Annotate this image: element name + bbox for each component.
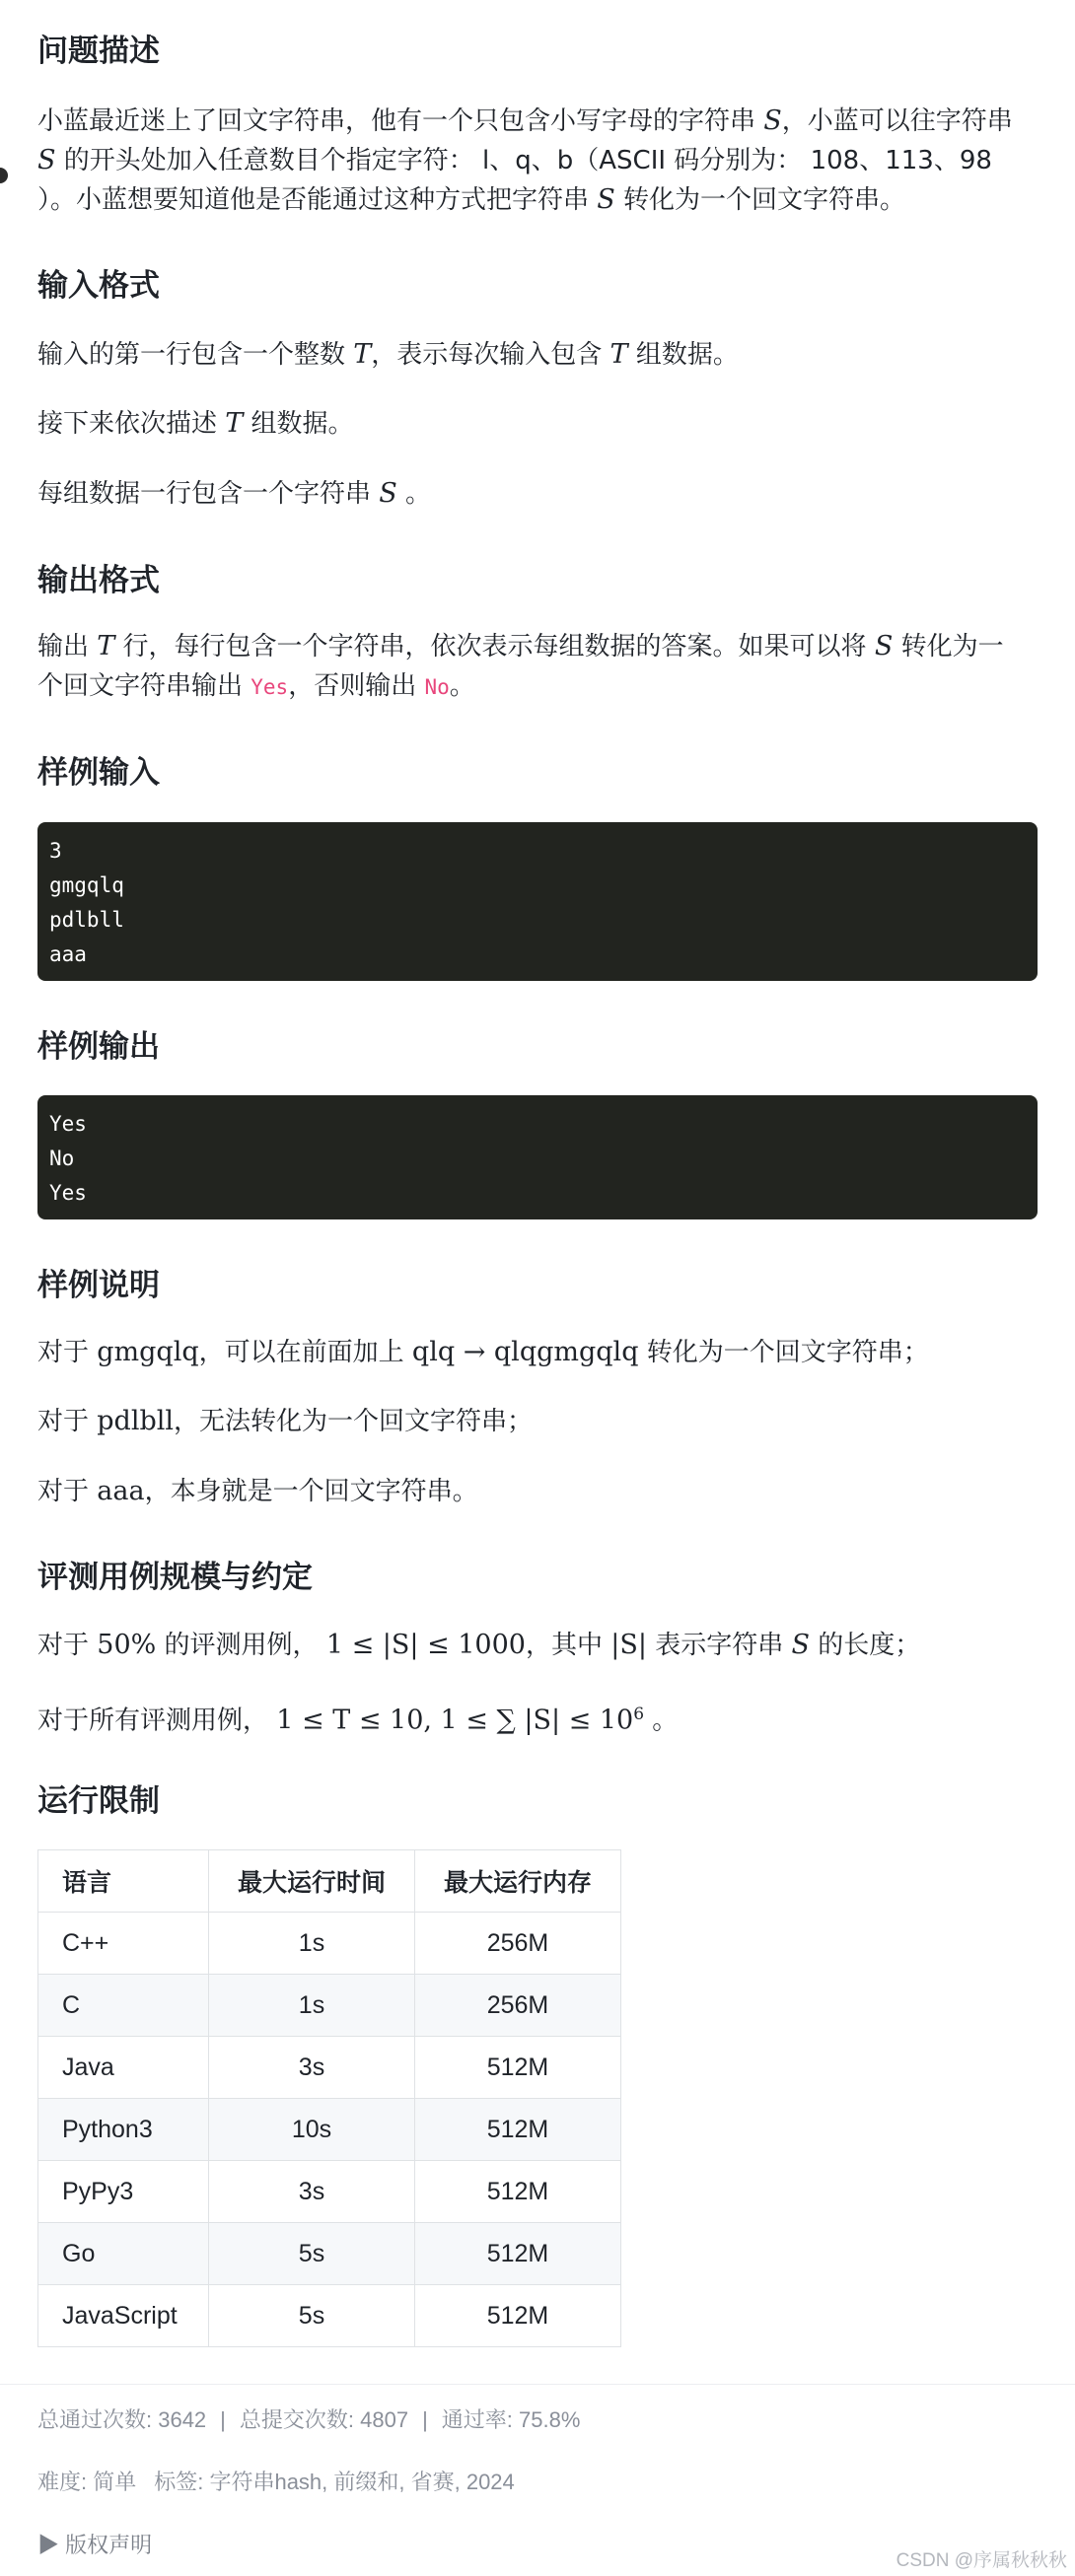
description-line-3 <box>37 180 1038 220</box>
table-row <box>38 1975 621 2037</box>
table-cell: 512M <box>415 2099 621 2161</box>
table-cell: 1s <box>209 1975 415 2037</box>
code-line: No <box>49 1147 75 1170</box>
text: 组数据。 <box>627 340 739 370</box>
text: 表示字符串 <box>646 1631 792 1660</box>
table-cell: 5s <box>209 2223 415 2285</box>
table-cell: Java <box>38 2037 209 2099</box>
table-row <box>38 2285 621 2347</box>
math-var: T <box>225 408 244 439</box>
paragraph <box>37 1402 1038 1441</box>
text: 接下来依次描述 <box>37 409 226 439</box>
output-format-body <box>37 627 1038 707</box>
table-row <box>38 2037 621 2099</box>
text: 对于所有评测用例， <box>37 1706 277 1736</box>
text: ，小蓝可以往字符串 <box>781 106 1013 136</box>
column-header: 语言 <box>38 1850 209 1913</box>
math-var: S <box>874 631 894 661</box>
code-line: Yes <box>49 1181 87 1205</box>
math-var: S <box>379 478 397 509</box>
table-row <box>38 1913 621 1975</box>
description-line-1 <box>37 102 1038 141</box>
paragraph <box>37 335 1038 375</box>
table-cell: JavaScript <box>38 2285 209 2347</box>
text: 输入的第一行包含一个整数 <box>37 340 354 370</box>
section-description <box>37 30 1038 73</box>
text: 对于 <box>37 1407 98 1436</box>
constraints-p2 <box>37 1695 1038 1741</box>
math: 1 ≤ |S| ≤ 1000 <box>325 1630 526 1660</box>
text: ）。小蓝想要知道他是否能通过这种方式把字符串 <box>37 185 598 215</box>
stat-total-submitted: 总提交次数: 4807 <box>239 2407 409 2432</box>
text: 行，每行包含一个字符串，依次表示每组数据的答案。如果可以将 <box>114 632 875 661</box>
text: 对于 <box>37 1338 98 1367</box>
text: 输出 <box>37 632 98 661</box>
text: 每组数据一行包含一个字符串 <box>37 479 380 509</box>
text: 转化为一 <box>893 632 1004 661</box>
math-var: S <box>763 105 782 136</box>
column-header: 最大运行内存 <box>415 1850 621 1913</box>
limits-heading: 运行限制 <box>37 1783 160 1819</box>
sample-output-heading: 样例输出 <box>37 1029 160 1065</box>
section-sample-explain <box>37 1264 1038 1307</box>
section-sample-output <box>37 1025 1038 1069</box>
input-format-p2 <box>37 404 1038 444</box>
description-body <box>37 102 1038 220</box>
table-header-row <box>38 1850 621 1913</box>
math-var: T <box>97 631 115 661</box>
section-constraints <box>37 1556 1038 1599</box>
input-format-p1 <box>37 335 1038 375</box>
math: aaa <box>97 1476 145 1506</box>
table-cell: 3s <box>209 2037 415 2099</box>
table-row <box>38 2223 621 2285</box>
math-superscript: 6 <box>633 1705 645 1724</box>
difficulty-label: 难度: 简单 <box>37 2470 137 2494</box>
text: 。 <box>644 1706 679 1736</box>
constraints-p1 <box>37 1626 1038 1665</box>
stat-separator: | <box>220 2407 226 2432</box>
code-line: pdlbll <box>49 908 124 932</box>
paragraph <box>37 1472 1038 1511</box>
table-cell: 256M <box>415 1913 621 1975</box>
paragraph <box>37 1626 1038 1665</box>
table-row <box>38 2161 621 2223</box>
tags-label: 标签: 字符串hash, 前缀和, 省赛, 2024 <box>154 2470 515 2494</box>
math: gmgqlq <box>97 1337 199 1367</box>
code-line: Yes <box>49 1112 87 1136</box>
math: |S| <box>610 1630 647 1660</box>
paragraph <box>37 1333 1038 1372</box>
text: 的开头处加入任意数目个指定字符： l、q、b（ASCII 码分别为： 108、113、98 <box>55 146 992 175</box>
csdn-watermark: CSDN @序属秋秋秋 <box>896 2550 1067 2571</box>
text: 组数据。 <box>243 409 354 439</box>
sample-explain-p3 <box>37 1472 1038 1511</box>
section-limits <box>37 1779 1038 1823</box>
stat-separator: | <box>422 2407 428 2432</box>
stat-pass-rate: 通过率: 75.8% <box>441 2407 581 2432</box>
text: ，可以在前面加上 <box>198 1338 412 1367</box>
table-cell: C <box>38 1975 209 2037</box>
text: 小蓝最近迷上了回文字符串，他有一个只包含小写字母的字符串 <box>37 106 764 136</box>
column-header: 最大运行时间 <box>209 1850 415 1913</box>
code-line: aaa <box>49 942 87 966</box>
limits-table-wrap <box>37 1849 1038 2347</box>
code-line: gmgqlq <box>49 873 124 897</box>
math: 1 ≤ T ≤ 10, 1 ≤ ∑ |S| ≤ 10 <box>276 1705 634 1736</box>
math-var: T <box>353 339 372 370</box>
text: ，其中 <box>525 1631 611 1660</box>
text: 对于 <box>37 1631 98 1660</box>
section-sample-input <box>37 751 1038 795</box>
math-var: S <box>791 1630 810 1660</box>
math: pdlbll <box>97 1406 175 1436</box>
table-cell: C++ <box>38 1913 209 1975</box>
text: 转化为一个回文字符串； <box>638 1338 929 1367</box>
sample-explain-heading: 样例说明 <box>37 1268 160 1303</box>
copyright-toggle[interactable]: ▶ 版权声明 <box>37 2533 153 2557</box>
sample-input-codeblock[interactable] <box>37 822 1038 981</box>
table-cell: Go <box>38 2223 209 2285</box>
paragraph <box>37 1695 1038 1741</box>
table-cell: 1s <box>209 1913 415 1975</box>
table-cell: 10s <box>209 2099 415 2161</box>
table-cell: 3s <box>209 2161 415 2223</box>
inline-code-no: No <box>424 675 450 699</box>
section-input-format <box>37 264 1038 308</box>
description-line-2 <box>37 141 1038 180</box>
scroll-marker-dot <box>0 168 8 183</box>
paragraph <box>37 404 1038 444</box>
table-cell: Python3 <box>38 2099 209 2161</box>
text: 。 <box>449 671 475 701</box>
input-format-p3 <box>37 474 1038 514</box>
text: ，无法转化为一个回文字符串； <box>174 1407 534 1436</box>
table-cell: 512M <box>415 2223 621 2285</box>
math: qlq → qlqgmgqlq <box>411 1337 639 1367</box>
paragraph-line-2 <box>37 666 1038 707</box>
table-cell: PyPy3 <box>38 2161 209 2223</box>
text: 的长度； <box>809 1631 921 1660</box>
constraints-heading: 评测用例规模与约定 <box>37 1560 313 1595</box>
text: ，否则输出 <box>288 671 425 701</box>
math-var: T <box>609 339 628 370</box>
math-var: S <box>597 184 615 215</box>
table-row <box>38 2099 621 2161</box>
text: 。 <box>396 479 432 509</box>
table-cell: 512M <box>415 2285 621 2347</box>
sample-explain-p2 <box>37 1402 1038 1441</box>
stat-total-passed: 总通过次数: 3642 <box>37 2407 207 2432</box>
footer-divider <box>0 2384 1075 2385</box>
input-format-heading: 输入格式 <box>37 268 160 304</box>
table-cell: 512M <box>415 2161 621 2223</box>
sample-input-heading: 样例输入 <box>37 755 160 791</box>
math: 50% <box>97 1630 157 1660</box>
math-var: S <box>37 145 56 175</box>
table-cell: 5s <box>209 2285 415 2347</box>
text: 的评测用例， <box>156 1631 326 1660</box>
table-cell: 256M <box>415 1975 621 2037</box>
paragraph <box>37 474 1038 514</box>
text: 对于 <box>37 1477 98 1506</box>
code-line: 3 <box>49 839 62 863</box>
output-format-heading: 输出格式 <box>37 563 160 598</box>
section-output-format <box>37 559 1038 602</box>
submission-stats <box>37 2405 580 2435</box>
paragraph-line-1 <box>37 627 1038 666</box>
text: 转化为一个回文字符串。 <box>614 185 906 215</box>
text: ，表示每次输入包含 <box>371 340 610 370</box>
sample-explain-p1 <box>37 1333 1038 1372</box>
table-cell: 512M <box>415 2037 621 2099</box>
text: ，本身就是一个回文字符串。 <box>144 1477 478 1506</box>
limits-table <box>37 1849 621 2347</box>
text: 个回文字符串输出 <box>37 671 251 701</box>
problem-meta <box>37 2468 515 2497</box>
description-heading: 问题描述 <box>37 34 160 69</box>
sample-output-codeblock[interactable] <box>37 1095 1038 1219</box>
inline-code-yes: Yes <box>251 675 289 699</box>
